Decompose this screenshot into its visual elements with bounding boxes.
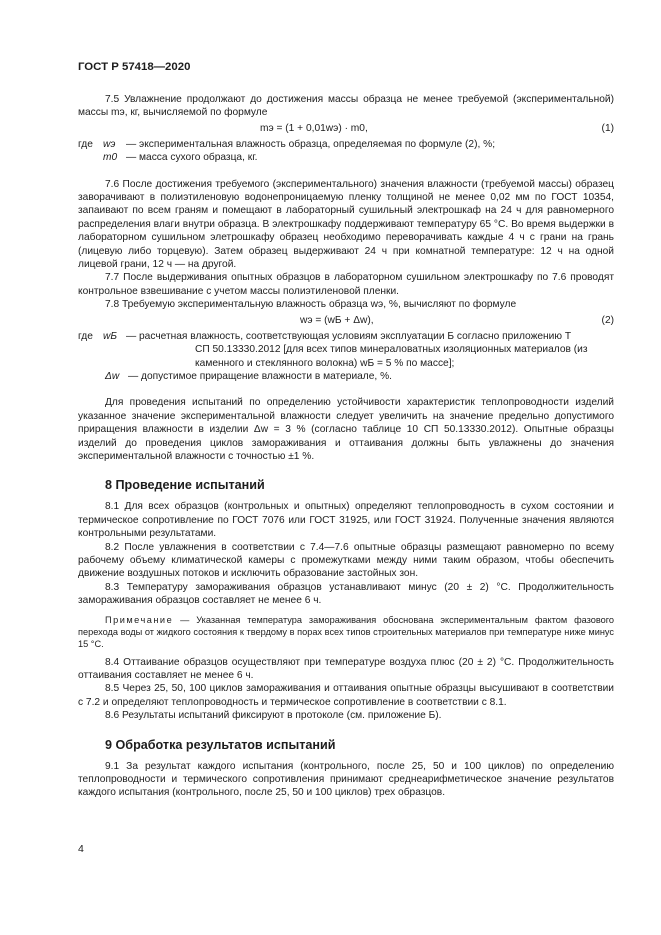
variable-symbol: m0 bbox=[103, 152, 118, 164]
paragraph-8-6: 8.6 Результаты испытаний фиксируют в протоколе (см. приложение Б). bbox=[105, 710, 442, 722]
paragraph-8-4: 8.4 Оттаивание образцов осуществляют при температуре воздуха плюс (20 ± 2) °С. Продолжительность оттаивания составляет не менее 6 ч. bbox=[78, 656, 614, 681]
variable-description: — расчетная влажность, соответствующая условиям эксплуатации Б согласно приложению Т bbox=[126, 330, 572, 342]
paragraph-8-1: 8.1 Для всех образцов (контрольных и опытных) определяют теплопроводность в сухом состоянии и термическое сопротивление по ГОСТ 7076 или ГОСТ 31925, или ГОСТ 31924. Полученные значения являются контрольными результатами. bbox=[78, 501, 614, 540]
section-8-heading: 8 Проведение испытаний bbox=[105, 478, 265, 493]
formula-2 bbox=[78, 312, 614, 330]
where-label: где bbox=[78, 138, 93, 150]
paragraph-8-2: 8.2 После увлажнения в соответствии с 7.4—7.6 опытные образцы размещают равномерно по всему рабочему объему климатической камеры с промежутками между ними таким образом, чтобы обеспечить движение воздушных потоков и исключить образование застойных зон. bbox=[78, 541, 614, 580]
variable-description-continued: СП 50.13330.2012 [для всех типов минераловатных изоляционных материалов (из каменного и стеклянного волокна) wБ = 5 % по массе]; bbox=[195, 344, 588, 369]
paragraph-7-7: 7.7 После выдерживания опытных образцов в лабораторном сушильном электрошкафу по 7.6 проводят контрольное взвешивание с учетом массы полиэтиленовой пленки. bbox=[78, 272, 614, 297]
variable-description: — масса сухого образца, кг. bbox=[126, 152, 258, 164]
document-header: ГОСТ Р 57418—2020 bbox=[78, 61, 191, 73]
note-text: — Указанная температура замораживания обоснована экспериментальным фактом фазового перехода воды от жидкого состояния к твердому в порах всех типов строительных материалов при температуре ниже минус 15 °С. bbox=[78, 614, 614, 649]
note-label: Примечание bbox=[105, 614, 174, 625]
paragraph-7-5: 7.5 Увлажнение продолжают до достижения массы образца не менее требуемой (экспериментальной) массы mэ, кг, вычисляемой по формуле bbox=[78, 94, 614, 119]
paragraph-8-3: 8.3 Температуру замораживания образцов устанавливают минус (20 ± 2) °С. Продолжительность замораживания образцов составляет не менее 6 ч. bbox=[78, 581, 614, 607]
paragraph-8-5: 8.5 Через 25, 50, 100 циклов замораживания и оттаивания опытные образцы высушивают в соответствии с 7.2 и определяют теплопроводность и термическое сопротивление в соответствии с 8.1. bbox=[78, 683, 614, 708]
paragraph-7-6: 7.6 После достижения требуемого (экспериментального) значения влажности (требуемой массы) образец заворачивают в полиэтиленовую водонепроницаемую пленку толщиной не менее 0,02 мм по ГОСТ 10354, запаивают по всем граням и помещают в лабораторный сушильный электрошкаф на 24 ч для равномерного распределения влаги внутри образца. В электрошкафу поддерживают температуру 65 °С. Во время выдержки в лабораторном сушильном элетрошкафу образец необходимо переворачивать каждые 4 ч с грани на грань (лицевую либо торцевую). Затем образец выдерживают 24 ч при комнатной температуре: 12 ч на одной лицевой грани, 12 ч — на другой. bbox=[78, 178, 614, 271]
variable-symbol: Δw bbox=[105, 370, 120, 382]
variable-symbol: wэ bbox=[103, 138, 116, 150]
formula-1-expression: mэ = (1 + 0,01wэ) · m0, bbox=[260, 122, 368, 134]
document-body bbox=[78, 93, 614, 800]
variable-description: — экспериментальная влажность образца, определяемая по формуле (2), %; bbox=[126, 138, 496, 150]
where-7-5-var1 bbox=[78, 138, 614, 151]
formula-1-number: (1) bbox=[601, 122, 614, 134]
where-7-8-var1 bbox=[78, 330, 614, 343]
paragraph-7-8: 7.8 Требуемую экспериментальную влажность образца wэ, %, вычисляют по формуле bbox=[105, 299, 517, 311]
page-number: 4 bbox=[78, 843, 84, 855]
variable-description: — допустимое приращение влажности в материале, %. bbox=[128, 370, 392, 382]
variable-symbol: wБ bbox=[103, 330, 117, 342]
formula-2-number: (2) bbox=[601, 314, 614, 326]
formula-2-expression: wэ = (wБ + Δw), bbox=[300, 314, 374, 326]
where-label: где bbox=[78, 330, 93, 342]
formula-1 bbox=[78, 120, 614, 138]
paragraph-9-1: 9.1 За результат каждого испытания (контрольного, после 25, 50 и 100 циклов) по определению теплопроводности и термического сопротивления принимают среднеарифметическое значение результатов каждого испытания (контрольного, после 25, 50 и 100 циклов) трех образцов. bbox=[78, 760, 614, 799]
where-7-5-var2 bbox=[78, 151, 614, 164]
section-9-heading: 9 Обработка результатов испытаний bbox=[105, 737, 336, 752]
paragraph-products: Для проведения испытаний по определению устойчивости характеристик теплопроводности изделий указанное значение экспериментальной влажности следует увеличить на значение предельно допустимого приращения влажности в изделии Δw = 3 % (согласно таблице 10 СП 50.13330.2012). Опытные образцы изделий до проведения циклов замораживания и оттаивания должны быть увлажнены до значения экспериментальной влажности с точностью ±1 %. bbox=[78, 397, 614, 462]
note-8-3 bbox=[78, 614, 614, 650]
where-7-8-var2 bbox=[78, 370, 614, 383]
